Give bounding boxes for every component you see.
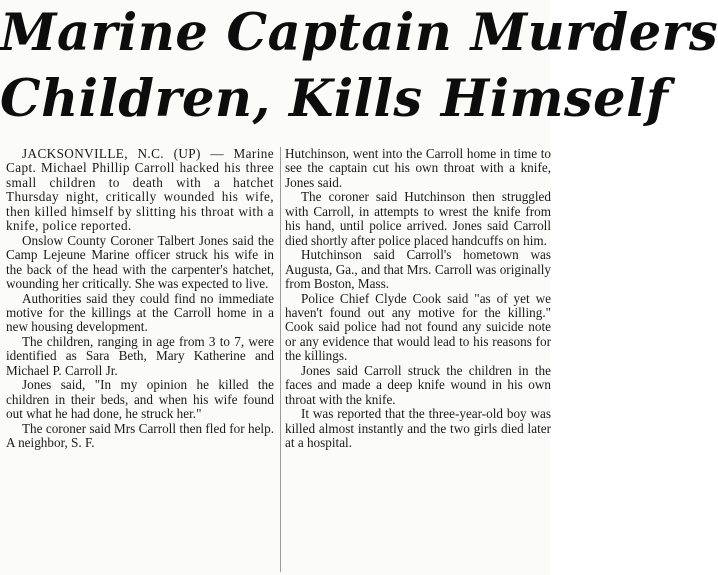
article-paragraph: Authorities said they could find no immediate motive for the killings at the Carroll home in a new housing development.	[6, 290, 274, 335]
article-column-right	[280, 147, 551, 572]
article-paragraph: Police Chief Clyde Cook said "as of yet we haven't found out any motive for the killing." Cook said police had not found any suicide note or any evidence that would lead to his reasons for the killings.	[285, 290, 551, 364]
article-paragraph: Onslow County Coroner Talbert Jones said the Camp Lejeune Marine officer struck his wife in the back of the head with the carpenter's hatchet, wounding her critically. She was expected to live.	[6, 232, 274, 292]
article-paragraph: The children, ranging in age from 3 to 7, were identified as Sara Beth, Mary Katherine and Michael P. Carroll Jr.	[6, 333, 274, 378]
headline-line-1: Marine Captain Murders	[0, 3, 718, 63]
article-paragraph: Hutchinson said Carroll's hometown was Augusta, Ga., and that Mrs. Carroll was originally from Boston, Mass.	[285, 247, 551, 292]
headline-line-2: Children, Kills Himself	[0, 69, 669, 129]
article-paragraph-continuation: Hutchinson, went into the Carroll home in time to see the captain cut his own throat with a knife, Jones said.	[285, 146, 551, 190]
article-paragraph: The coroner said Mrs Carroll then fled for help. A neighbor, S. F.	[6, 420, 274, 451]
article-column-left	[6, 147, 274, 451]
article-paragraph: JACKSONVILLE, N.C. (UP) — Marine Capt. Michael Phillip Carroll hacked his three small children to death with a hatchet Thursday night, critically wounded his wife, then killed himself by slitting his throat with a knife, police reported.	[6, 146, 274, 234]
article-paragraph: The coroner said Hutchinson then struggled with Carroll, in attempts to wrest the knife from his hand, until police arrived. Jones said Carroll died shortly after police placed handcuffs on him.	[285, 189, 551, 248]
article-paragraph: It was reported that the three-year-old boy was killed almost instantly and the two girls died later at a hospital.	[285, 406, 551, 451]
article-paragraph: Jones said Carroll struck the children in the faces and made a deep knife wound in his own throat with the knife.	[285, 362, 551, 407]
article-paragraph: Jones said, "In my opinion he killed the children in their beds, and when his wife found out what he had done, he struck her."	[6, 377, 274, 422]
